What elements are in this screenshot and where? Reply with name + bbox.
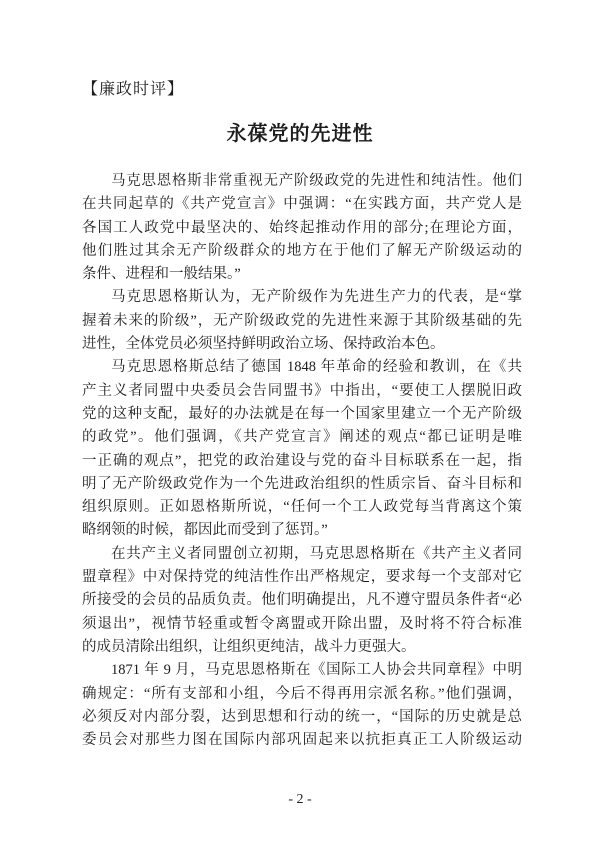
paragraph-line: 确规定：“所有支部和小组，今后不得再用宗派名称。”他们强调，	[82, 685, 522, 702]
paragraph-line: 马克思恩格斯非常重视无产阶级政党的先进性和纯洁性。他们	[111, 173, 522, 189]
page-number: - 2 -	[288, 792, 312, 807]
paragraph-line: 盟章程》中对保持党的纯洁性作出严格规定，要求每一个支部对它	[82, 569, 522, 586]
paragraph-line: 条件、进程和一般结果。”	[82, 266, 241, 283]
paragraph	[82, 356, 522, 542]
paragraph-line: 一正确的观点”，把党的政治建设与党的奋斗目标联系在一起，指	[82, 452, 522, 469]
section-label: 【廉政时评】	[82, 81, 185, 98]
paragraph	[82, 286, 522, 356]
paragraph-line: 略纲领的时候，都因此而受到了惩罚。”	[82, 522, 328, 539]
paragraph-line: 他们胜过其余无产阶级群众的地方在于他们了解无产阶级运动的	[82, 242, 522, 259]
paragraph-line: 握着未来的阶级”，无产阶级政党的先进性来源于其阶级基础的先	[82, 312, 522, 329]
paragraph-line: 在共同起草的《共产党宣言》中强调：“在实践方面，共产党人是	[82, 196, 522, 213]
paragraph-line: 在共产主义者同盟创立初期，马克思恩格斯在《共产主义者同	[111, 545, 522, 562]
page-title: 永葆党的先进性	[226, 123, 374, 145]
paragraph-line: 所接受的会员的品质负责。他们明确提出，凡不遵守盟员条件者“必	[82, 592, 522, 609]
paragraph-line: 明了无产阶级政党作为一个先进政治组织的性质宗旨、奋斗目标和	[82, 475, 522, 492]
paragraph-line: 须退出”，视情节轻重或暂令离盟或开除出盟，及时将不符合标准	[82, 615, 522, 632]
paragraph-line: 委员会对那些力图在国际内部巩固起来以抗拒真正工人阶级运动	[82, 732, 522, 749]
paragraph	[82, 543, 522, 659]
paragraph-line: 各国工人政党中最坚决的、始终起推动作用的部分;在理论方面，	[82, 219, 522, 236]
paragraph-line: 产主义者同盟中央委员会告同盟书》中指出，“要使工人摆脱旧政	[82, 382, 522, 399]
paragraph	[82, 170, 522, 286]
paragraph-line: 马克思恩格斯认为，无产阶级作为先进生产力的代表，是“掌	[111, 289, 522, 306]
paragraph-line: 进性，全体党员必须坚持鲜明政治立场、保持政治本色。	[82, 336, 445, 353]
paragraph-line: 组织原则。正如恩格斯所说，“任何一个工人政党每当背离这个策	[82, 499, 522, 516]
document-body	[82, 170, 522, 752]
paragraph-line: 必须反对内部分裂，达到思想和行动的统一，“国际的历史就是总	[82, 708, 522, 725]
paragraph-line: 党的这种支配，最好的办法就是在每一个国家里建立一个无产阶级	[82, 405, 522, 422]
paragraph-line: 的成员清除出组织，让组织更纯洁，战斗力更强大。	[82, 638, 416, 655]
paragraph-line: 1871 年 9 月，马克思恩格斯在《国际工人协会共同章程》中明	[111, 662, 522, 679]
paragraph-line: 的政党”。他们强调，《共产党宣言》阐述的观点“都已证明是唯	[82, 429, 522, 446]
paragraph	[82, 659, 522, 752]
paragraph-line: 马克思恩格斯总结了德国 1848 年革命的经验和教训，在《共	[111, 359, 522, 376]
